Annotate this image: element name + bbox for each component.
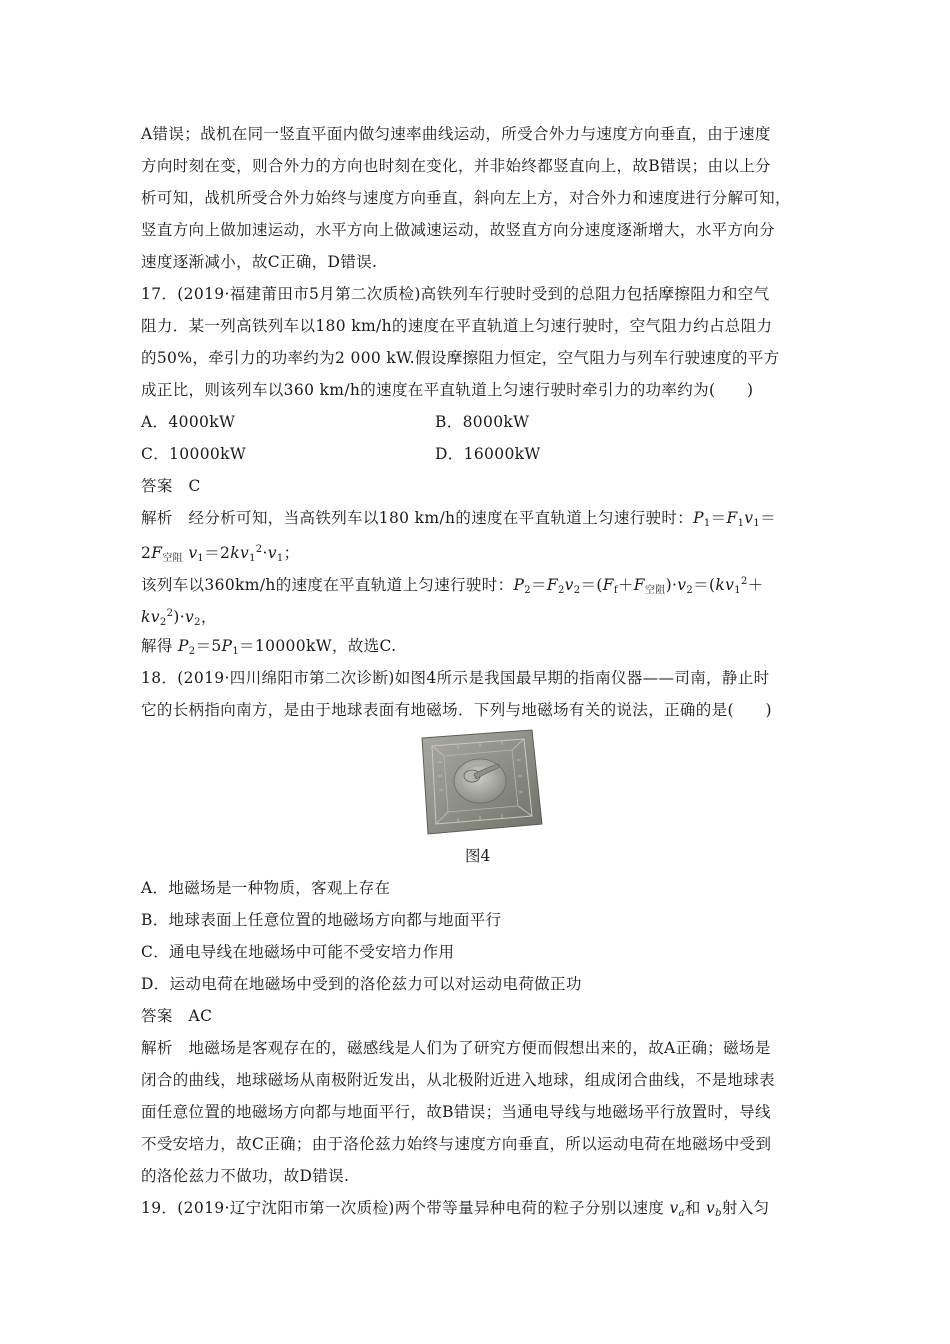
intro-line: 析可知，战机所受合外力始终与速度方向垂直，斜向左上方，对合外力和速度进行分解可知， <box>141 189 791 207</box>
q17-analysis-text: 解得 <box>141 637 173 655</box>
q17-answer: 答案 C <box>141 477 201 495</box>
q17-analysis-formula: 2F空阻 $v1=2kv1^2\cdot v1$； <box>141 544 300 564</box>
q17-stem-line: 17．(2019·福建莆田市5月第二次质检)高铁列车行驶时受到的总阻力包括摩擦阻力和空气 <box>141 285 770 303</box>
q17-option-c: C．10000kW <box>141 445 247 463</box>
q17-stem-line: 成正比，则该列车以360 km/h的速度在平直轨道上匀速行驶时牵引力的功率约为( ) <box>141 381 754 399</box>
q17-option-a: A．4000kW <box>141 413 236 431</box>
q17-stem-line: 的50%，牵引力的功率约为2 000 kW.假设摩擦阻力恒定，空气阻力与列车行驶速度的平方 <box>141 349 780 367</box>
q18-analysis-line: 闭合的曲线，地球磁场从南极附近发出，从北极附近进入地球，组成闭合曲线，不是地球表 <box>141 1071 776 1089</box>
q18-analysis-line: 解析 地磁场是客观存在的，磁感线是人们为了研究方便而假想出来的，故A正确；磁场是 <box>141 1039 771 1057</box>
q17-analysis-line: 解得 P2＝5P1＝10000kW，故选C. <box>141 637 397 657</box>
q18-stem-line: 它的长柄指向南方，是由于地球表面有地磁场．下列与地磁场有关的说法，正确的是( ) <box>141 701 772 719</box>
q18-answer: 答案 AC <box>141 1007 213 1025</box>
q17-analysis-text: 该列车以360km/h的速度在平直轨道上匀速行驶时： <box>141 576 514 594</box>
q19-stem-text: 射入匀 <box>721 1199 770 1217</box>
q19-stem-text: 和 <box>684 1199 701 1217</box>
q19-stem-text: 19．(2019·辽宁沈阳市第一次质检)两个带等量异种电荷的粒子分别以速度 <box>141 1199 665 1217</box>
figure-caption: 图4 <box>465 847 491 865</box>
q18-option-c: C．通电导线在地磁场中可能不受安培力作用 <box>141 943 455 961</box>
intro-line: 竖直方向上做加速运动，水平方向上做减速运动，故竖直方向分速度逐渐增大，水平方向分 <box>141 221 776 239</box>
intro-line: 方向时刻在变，则合外力的方向也时刻在变化，并非始终都竖直向上，故B错误；由以上分 <box>141 157 771 175</box>
compass-figure <box>414 726 544 836</box>
q17-analysis-formula: $kv2^2)\cdot v2$， <box>141 608 217 628</box>
q18-option-d: D．运动电荷在地磁场中受到的洛伦兹力可以对运动电荷做正功 <box>141 975 582 993</box>
q19-stem-line: 19．(2019·辽宁沈阳市第一次质检)两个带等量异种电荷的粒子分别以速度 $v_a$和 $v_b$射入匀 <box>141 1199 770 1219</box>
q18-analysis-line: 面任意位置的地磁场方向都与地面平行，故B错误；当通电导线与地磁场平行放置时，导线 <box>141 1103 771 1121</box>
compass-sinan-icon <box>414 726 544 836</box>
intro-line: A错误；战机在同一竖直平面内做匀速率曲线运动，所受合外力与速度方向垂直，由于速度 <box>141 125 771 143</box>
q18-stem-line: 18．(2019·四川绵阳市第二次诊断)如图4所示是我国最早期的指南仪器——司南，静止时 <box>141 669 770 687</box>
q17-analysis-text: ＝10000kW，故选C. <box>239 637 397 655</box>
q17-analysis-line: 该列车以360km/h的速度在平直轨道上匀速行驶时：P2＝F2v2＝(Ff＋F空阻)$\cdot v2=(kv1^2+$ <box>141 576 764 596</box>
intro-line: 速度逐渐减小，故C正确，D错误. <box>141 253 378 271</box>
q17-option-d: D．16000kW <box>435 445 541 463</box>
q18-option-a: A．地磁场是一种物质，客观上存在 <box>141 879 391 897</box>
q17-analysis-line: 解析 经分析可知，当高铁列车以180 km/h的速度在平直轨道上匀速行驶时：P1＝F1v1＝ <box>141 509 776 529</box>
q18-analysis-line: 不受安培力，故C正确；由于洛伦兹力始终与速度方向垂直，所以运动电荷在地磁场中受到 <box>141 1135 772 1153</box>
q17-stem-line: 阻力．某一列高铁列车以180 km/h的速度在平直轨道上匀速行驶时，空气阻力约占总阻力 <box>141 317 773 335</box>
q18-analysis-line: 的洛伦兹力不做功，故D错误. <box>141 1167 350 1185</box>
q17-option-b: B．8000kW <box>435 413 530 431</box>
q18-option-b: B．地球表面上任意位置的地磁场方向都与地面平行 <box>141 911 502 929</box>
q17-analysis-text: 解析 经分析可知，当高铁列车以180 km/h的速度在平直轨道上匀速行驶时： <box>141 509 694 527</box>
